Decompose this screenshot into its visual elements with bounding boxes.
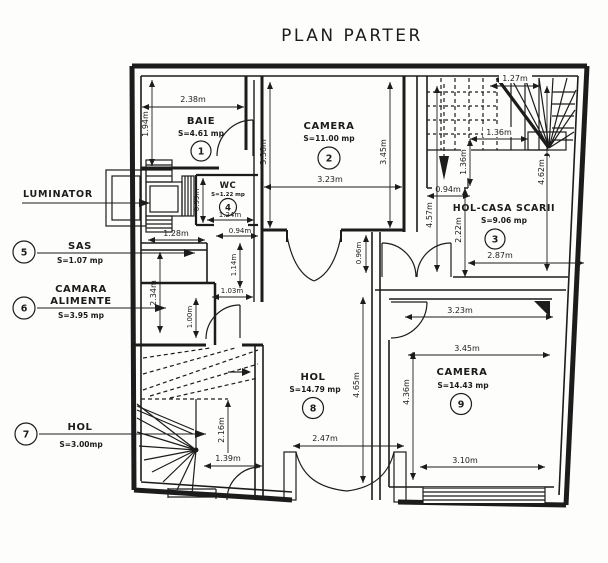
dim-baie-w: 2.38m [180, 95, 206, 104]
room-area-hol8: S=14.79 mp [289, 385, 341, 394]
dim-baie-h: 1.94m [141, 111, 150, 137]
room-name-hol8: HOL [300, 372, 326, 383]
dim-scarii-w: 2.87m [487, 251, 513, 260]
stair-down-arrow [439, 156, 449, 180]
dim-sas-h: 2.34m [149, 280, 158, 306]
dim-cam2-w: 3.23m [317, 175, 343, 184]
dim-stair-top: 1.27m [502, 74, 528, 83]
dim-cam9-mid: 3.45m [454, 344, 480, 353]
north-corner-triangle [534, 301, 550, 317]
room-number-camera2: 2 [325, 153, 333, 165]
room-area-hol7: S=3.00mp [59, 440, 103, 449]
stair-direction-arrow [242, 368, 251, 376]
room-area-baie: S=4.61 mp [178, 129, 224, 138]
winder-staircase [137, 348, 258, 494]
dim-cam2-right: 3.45m [379, 139, 388, 165]
room-name-casa-scarii: HOL-CASA SCARII [452, 203, 556, 214]
room-name-baie: BAIE [186, 116, 216, 127]
room-name-wc: WC [219, 181, 237, 191]
dim-scarii-right: 4.62m [537, 159, 546, 185]
winder-newel [194, 448, 199, 453]
room-name-camera2: CAMERA [303, 121, 355, 132]
dim-scarii-left: 4.57m [425, 202, 434, 228]
room-name-hol7: HOL [67, 422, 93, 433]
dim-camara-h: 1.00m [186, 305, 194, 329]
room-number-casa-scarii: 3 [491, 234, 499, 246]
stair-stringer-bold [497, 78, 549, 148]
dim-hol7-h: 2.16m [217, 417, 226, 443]
room-number-camara: 6 [20, 303, 28, 315]
callout-labels [13, 189, 206, 449]
room-name-camara-1: CAMARA [55, 284, 107, 295]
dim-cam2-left: 3.36m [259, 139, 268, 165]
dim-wc-h: 0.99m [193, 188, 201, 212]
room-number-sas: 5 [20, 247, 28, 259]
dim-sas-w: 1.28m [163, 229, 189, 238]
dim-scarii-low: 2.22m [454, 217, 463, 243]
dim-cam9-top: 3.23m [447, 306, 473, 315]
room-number-hol8: 8 [309, 403, 317, 415]
dim-hol8-door: 2.47m [312, 434, 338, 443]
room-name-camera9: CAMERA [436, 367, 488, 378]
dim-vest-h: 0.96m [355, 241, 363, 265]
room-number-wc: 4 [225, 203, 231, 214]
dim-stair-h: 1.36m [459, 149, 468, 175]
dim-hol8-h: 4.65m [352, 372, 361, 398]
dim-camara-door: 1.03m [220, 287, 244, 295]
dim-wc-w: 1.24m [218, 211, 242, 219]
room-area-sas: S=1.07 mp [57, 256, 103, 265]
room-number-camera9: 9 [457, 399, 465, 411]
callout-luminator: LUMINATOR [22, 189, 94, 200]
dim-cam9-left: 4.36m [402, 379, 411, 405]
luminator-shaft [106, 160, 194, 232]
room-area-casa-scarii: S=9.06 mp [481, 216, 527, 225]
room-number-baie: 1 [197, 146, 205, 158]
dim-cam9-bottom: 3.10m [452, 456, 478, 465]
dim-cor-h: 1.14m [230, 253, 238, 277]
room-area-camara: S=3.95 mp [58, 311, 104, 320]
room-area-camera9: S=14.43 mp [437, 381, 489, 390]
room-name-sas: SAS [68, 241, 92, 252]
room-area-wc: S=1.22 mp [211, 192, 245, 198]
room-number-hol7: 7 [22, 429, 30, 441]
dim-wc-lobby: 0.94m [228, 227, 252, 235]
dim-scarii-lobby: 0.94m [435, 185, 461, 194]
room-name-camara-2: ALIMENTE [50, 296, 112, 307]
dim-stair-w: 1.36m [486, 128, 512, 137]
plan-title: PLAN PARTER [281, 26, 423, 46]
dim-hol7-w: 1.39m [215, 454, 241, 463]
room-area-camera2: S=11.00 mp [303, 134, 355, 143]
